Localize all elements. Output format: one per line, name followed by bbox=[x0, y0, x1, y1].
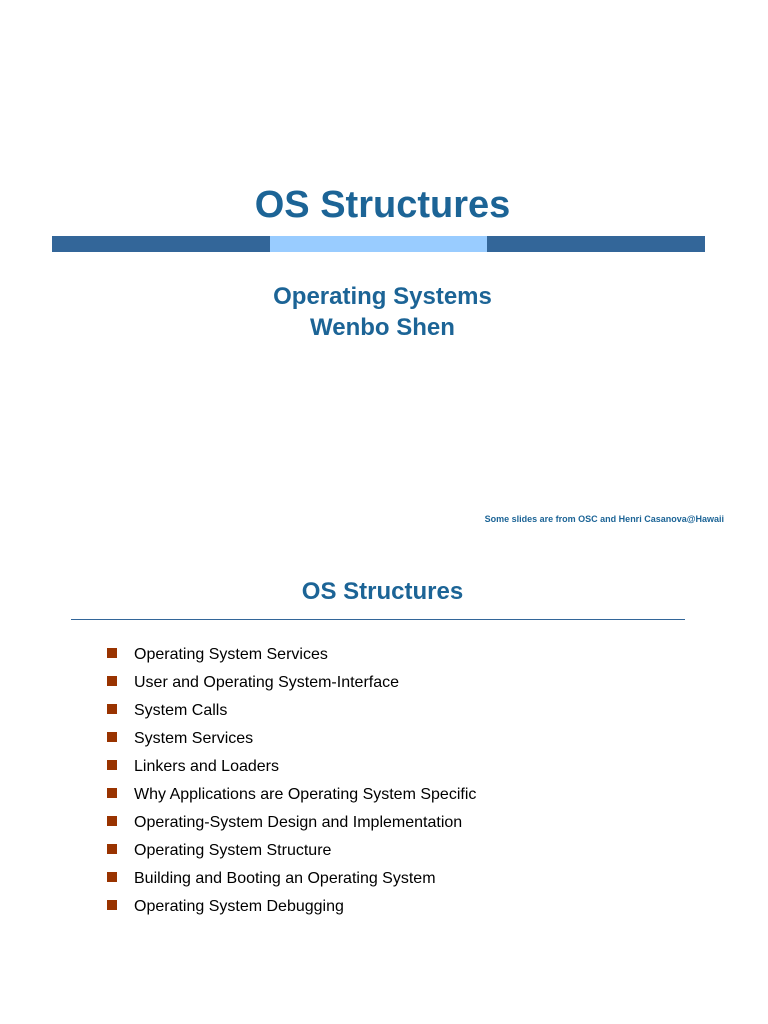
bullet-text: Linkers and Loaders bbox=[134, 758, 279, 775]
bullet-item bbox=[107, 810, 476, 838]
bullet-text: Operating System Services bbox=[134, 646, 328, 663]
square-bullet-icon bbox=[107, 844, 117, 854]
course-subtitle: Operating Systems bbox=[273, 283, 492, 310]
square-bullet-icon bbox=[107, 900, 117, 910]
author-name: Wenbo Shen bbox=[310, 314, 455, 341]
square-bullet-icon bbox=[107, 648, 117, 658]
square-bullet-icon bbox=[107, 816, 117, 826]
square-bullet-icon bbox=[107, 704, 117, 714]
bullet-item bbox=[107, 670, 476, 698]
slide-credit-note: Some slides are from OSC and Henri Casanova@Hawaii bbox=[484, 514, 724, 524]
square-bullet-icon bbox=[107, 872, 117, 882]
bullet-text: Operating System Structure bbox=[134, 842, 332, 859]
square-bullet-icon bbox=[107, 788, 117, 798]
outline-title-rule bbox=[71, 619, 685, 620]
bullet-item bbox=[107, 782, 476, 810]
title-bar-middle-segment bbox=[270, 236, 488, 252]
title-bar-left-segment bbox=[52, 236, 270, 252]
bullet-item bbox=[107, 726, 476, 754]
bullet-text: User and Operating System-Interface bbox=[134, 674, 400, 691]
bullet-text: Operating System Debugging bbox=[134, 898, 344, 915]
bullet-item bbox=[107, 698, 476, 726]
bullet-text: Why Applications are Operating System Specific bbox=[134, 786, 477, 803]
square-bullet-icon bbox=[107, 732, 117, 742]
square-bullet-icon bbox=[107, 676, 117, 686]
bullet-item bbox=[107, 894, 476, 922]
bullet-text: Operating-System Design and Implementation bbox=[134, 814, 463, 831]
slide-title: OS Structures bbox=[254, 184, 511, 226]
bullet-item bbox=[107, 838, 476, 866]
bullet-text: System Calls bbox=[134, 702, 228, 719]
square-bullet-icon bbox=[107, 760, 117, 770]
bullet-item bbox=[107, 754, 476, 782]
title-bar-right-segment bbox=[487, 236, 705, 252]
outline-title: OS Structures bbox=[301, 578, 464, 605]
bullet-text: System Services bbox=[134, 730, 254, 747]
bullet-item bbox=[107, 642, 476, 670]
outline-bullet-list bbox=[107, 642, 476, 922]
title-decoration-bar bbox=[52, 236, 705, 252]
bullet-item bbox=[107, 866, 476, 894]
bullet-text: Building and Booting an Operating System bbox=[134, 870, 436, 887]
